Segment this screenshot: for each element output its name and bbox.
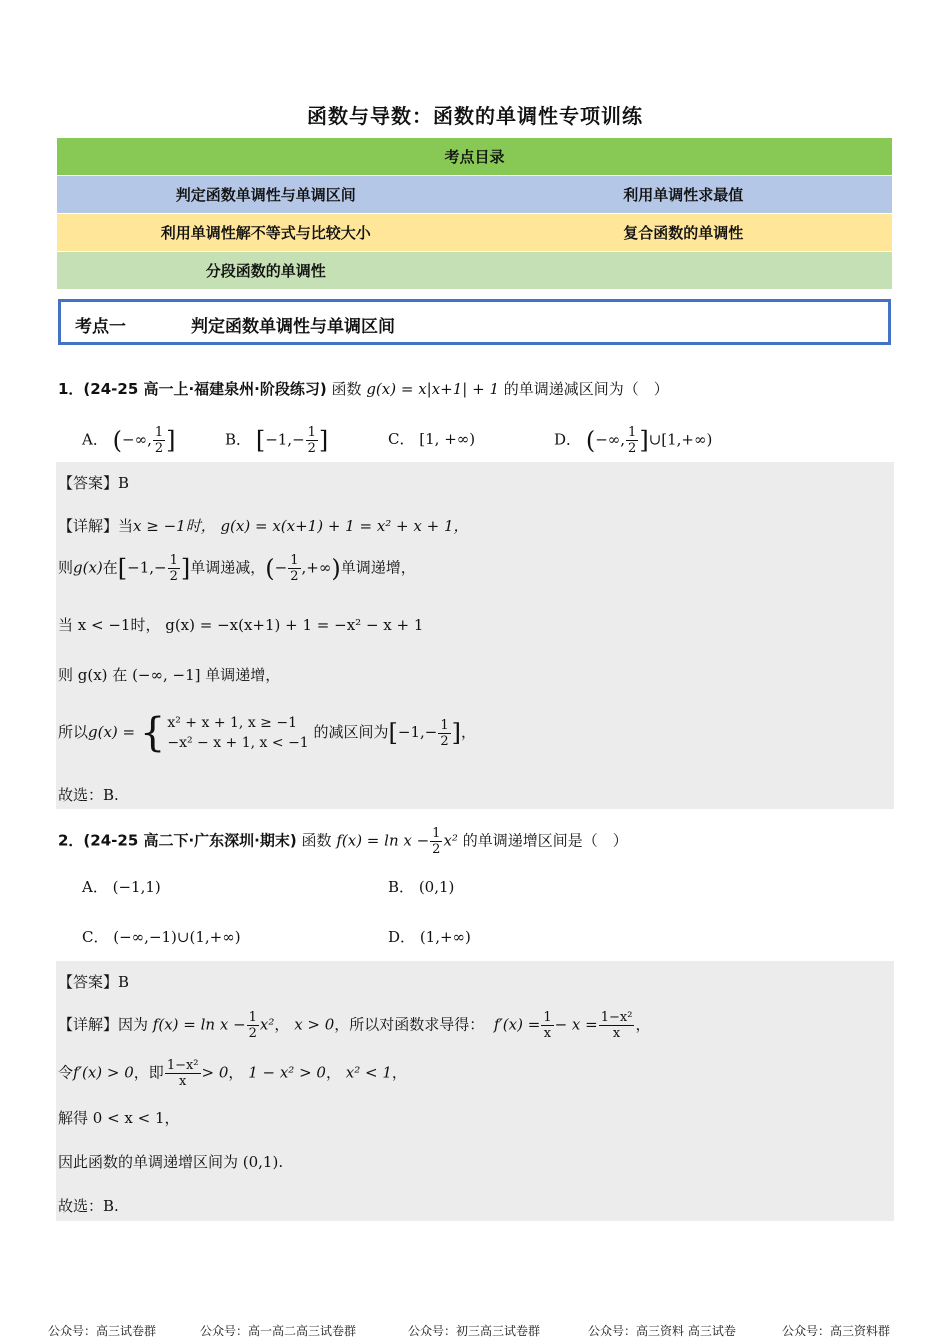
q1-stem-a: 函数 (331, 380, 362, 398)
question-1-source: 1．(24-25 高一上·福建泉州·阶段练习) (58, 380, 327, 398)
option-letter: C． (388, 430, 415, 448)
option-letter: A． (82, 430, 108, 449)
option-expr: (−∞,−1)∪(1,+∞) (113, 928, 241, 946)
toc-header: 考点目录 (57, 138, 892, 176)
q1-option-c[interactable] (388, 428, 475, 449)
q2-conclusion: 故选：B. (58, 1197, 119, 1215)
q1-option-b[interactable]: B． [−1,− $\frac{1}{2}$ ] (225, 425, 329, 456)
option-letter: D． (388, 928, 416, 946)
option-letter: A． (82, 878, 108, 896)
toc-item-empty (475, 252, 893, 290)
footer-item: 公众号：高三资料 高三试卷 (588, 1324, 736, 1338)
section-title: 判定函数单调性与单调区间 (191, 317, 395, 337)
q1-detail-line-2: 则g(x)在[−1,− $\frac{1}{2}$ ]单调递减，(− $\frac{1}{2}$ ,+∞)单调递增， (58, 553, 416, 584)
q2-detail-line-1: 【详解】因为 f(x) = ln x − $\frac{1}{2}$ x²， x > 0，所以对函数求导得： f′(x) = $\frac{1}{x}$ − x = $\frac{\text{1−x²}}{x}$ ， (58, 1010, 651, 1041)
q1-detail-line-1 (58, 515, 469, 536)
toc-table (57, 138, 892, 290)
section-heading (58, 299, 891, 345)
q1-detail-label: 【详解】当 (58, 517, 134, 535)
q1-detail-line-4: 则 g(x) 在 (−∞, −1] 单调递增， (58, 666, 281, 684)
q1-answer: 【答案】B (58, 474, 130, 492)
footer-item: 公众号：初三高三试卷群 (408, 1324, 541, 1338)
q1-detail-line-5: 所以g(x) = { x² + x + 1, x ≥ −1 −x² − x + 1, x < −1 的减区间为[−1,− $\frac{1}{2}$ ]， (58, 710, 476, 756)
q1-option-a[interactable]: A． (−∞, $\frac{1}{2}$ ] (82, 425, 176, 456)
section-label: 考点一 (75, 317, 126, 337)
footer-item: 公众号：高三试卷群 (48, 1324, 157, 1338)
q2-detail-line-3: 解得 0 < x < 1， (58, 1109, 180, 1127)
option-letter: C． (82, 928, 109, 946)
q2-detail-label: 【详解】因为 (58, 1015, 149, 1034)
q2-stem-b: 的单调递增区间是（ ） (462, 831, 628, 850)
option-letter: B． (225, 430, 252, 449)
option-expr: (−1,1) (112, 878, 161, 896)
option-expr: [1, +∞) (419, 430, 476, 448)
q2-detail-line-2: 令f′(x) > 0，即 $\frac{\text{1−x²}}{x}$ > 0， 1 − x² > 0， x² < 1， (58, 1058, 407, 1089)
q2-stem-a: 函数 (301, 831, 332, 850)
q2-detail-line-4: 因此函数的单调递增区间为 (0,1). (58, 1153, 284, 1171)
question-2-source: 2．(24-25 高二下·广东深圳·期末) (58, 831, 297, 850)
q1-line-0: x ≥ −1时， g(x) = x(x+1) + 1 = x² + x + 1， (133, 517, 469, 535)
toc-item[interactable]: 分段函数的单调性 (57, 252, 475, 290)
q2-option-a[interactable] (82, 876, 161, 897)
option-letter: D． (554, 430, 582, 449)
q1-conclusion: 故选：B. (58, 786, 119, 804)
option-expr: (0,1) (418, 878, 455, 896)
question-2-stem: 2．(24-25 高二下·广东深圳·期末) 函数 f(x) = ln x − $\frac{1}{2}$ x² 的单调递增区间是（ ） (58, 826, 628, 857)
q1-option-d[interactable]: D． (−∞, $\frac{1}{2}$ ]∪[1,+∞) (554, 425, 713, 456)
toc-item[interactable]: 利用单调性解不等式与比较大小 (57, 214, 475, 252)
toc-item[interactable]: 判定函数单调性与单调区间 (57, 176, 475, 214)
q1-detail-line-3: 当 x < −1时， g(x) = −x(x+1) + 1 = −x² − x + 1 (58, 616, 424, 634)
toc-item[interactable]: 利用单调性求最值 (475, 176, 893, 214)
footer-item: 公众号：高一高二高三试卷群 (200, 1324, 357, 1338)
q2-option-b[interactable] (388, 876, 454, 897)
q2-answer: 【答案】B (58, 973, 130, 991)
page-title: 函数与导数：函数的单调性专项训练 (307, 104, 643, 128)
q1-stem-b: 的单调递减区间为（ ） (503, 380, 669, 398)
q2-answer-box (56, 961, 894, 1221)
q1-func: g(x) = x|x+1| + 1 (366, 380, 499, 398)
q2-option-d[interactable] (388, 926, 471, 947)
toc-item[interactable]: 复合函数的单调性 (475, 214, 893, 252)
question-1-stem (58, 378, 669, 399)
q2-option-c[interactable] (82, 926, 241, 947)
footer-item: 公众号：高三资料群 (782, 1324, 891, 1338)
option-letter: B． (388, 878, 415, 896)
option-expr: (1,+∞) (419, 928, 471, 946)
